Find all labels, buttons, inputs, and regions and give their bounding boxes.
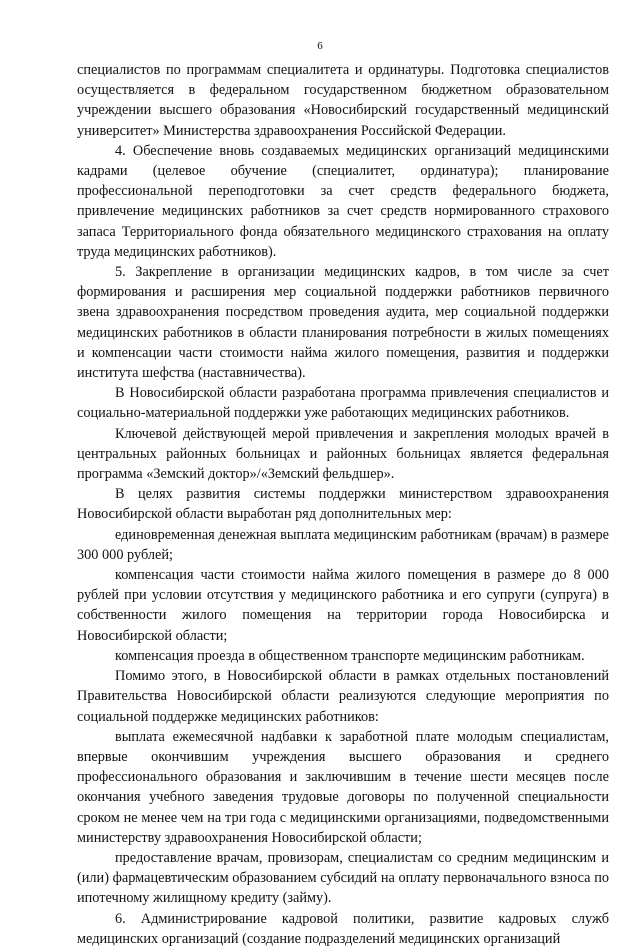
page-number: 6: [317, 40, 323, 52]
paragraph-item-4: 4. Обеспечение вновь создаваемых медицинских организаций медицинскими кадрами (целевое обучение (специалитет, ординатура); планирование профессиональной переподготовки за счет средств федерального бюджета, привлечение медицинских работников за счет средств нормированного страхового запаса Территориального фонда обязательного медицинского страхования на оплату труда медицинских работников).: [77, 142, 609, 260]
paragraph-continuation: специалистов по программам специалитета и ординатуры. Подготовка специалистов осуществляется в федеральном государственном бюджетном образовательном учреждении высшего образования «Новосибирский государственный медицинский университет» Министерства здравоохранения Российской Федерации.: [77, 62, 609, 139]
list-item-housing-compensation: компенсация части стоимости найма жилого помещения в размере до 8 000 рублей при условии отсутствия у медицинского работника и его супруги (супруга) в собственности жилого помещения на территории города Новосибирска и Новосибирской области;: [77, 567, 609, 644]
paragraph-zemsky-program: Ключевой действующей мерой привлечения и закрепления молодых врачей в центральных районных больницах и районных больницах является федеральная программа «Земский доктор»/«Земский фельдшер».: [77, 425, 609, 483]
list-item-mortgage-subsidy: предоставление врачам, провизорам, специалистам со средним медицинским и (или) фармацевтическим образованием субсидий на оплату первоначального взноса по ипотечному жилищному кредиту (займу).: [77, 849, 609, 907]
document-body: [77, 60, 609, 949]
paragraph-program: В Новосибирской области разработана программа привлечения специалистов и социально-материальной поддержки уже работающих медицинских работников.: [77, 385, 609, 422]
list-item-lump-sum-payment: единовременная денежная выплата медицинским работникам (врачам) в размере 300 000 рублей;: [77, 526, 609, 563]
paragraph-item-6: 6. Администрирование кадровой политики, развитие кадровых служб медицинских организаций (создание подразделений медицинских организаций: [77, 910, 609, 947]
paragraph-item-5: 5. Закрепление в организации медицинских кадров, в том числе за счет формирования и расширения мер социальной поддержки работников первичного звена здравоохранения посредством проведения аудита, мер социальной поддержки медицинских работников в области планирования потребности в жилых помещениях и компенсации части стоимости найма жилого помещения, развития и поддержки института шефства (наставничества).: [77, 264, 609, 382]
list-item-transport-compensation: компенсация проезда в общественном транспорте медицинским работникам.: [115, 647, 585, 664]
list-item-monthly-allowance: выплата ежемесячной надбавки к заработной плате молодым специалистам, впервые окончившим учреждения высшего образования и среднего профессионального образования и заключившим в течение шести месяцев после окончания учебного заведения трудовые договоры по полученной специальности сроком не менее чем на три года с медицинскими организациями, подведомственными министерству здравоохранения Новосибирской области;: [77, 728, 609, 846]
paragraph-government-measures: Помимо этого, в Новосибирской области в рамках отдельных постановлений Правительства Новосибирской области реализуются следующие мероприятия по социальной поддержке медицинских работников:: [77, 668, 609, 725]
paragraph-additional-measures: В целях развития системы поддержки министерством здравоохранения Новосибирской области выработан ряд дополнительных мер:: [77, 486, 609, 523]
